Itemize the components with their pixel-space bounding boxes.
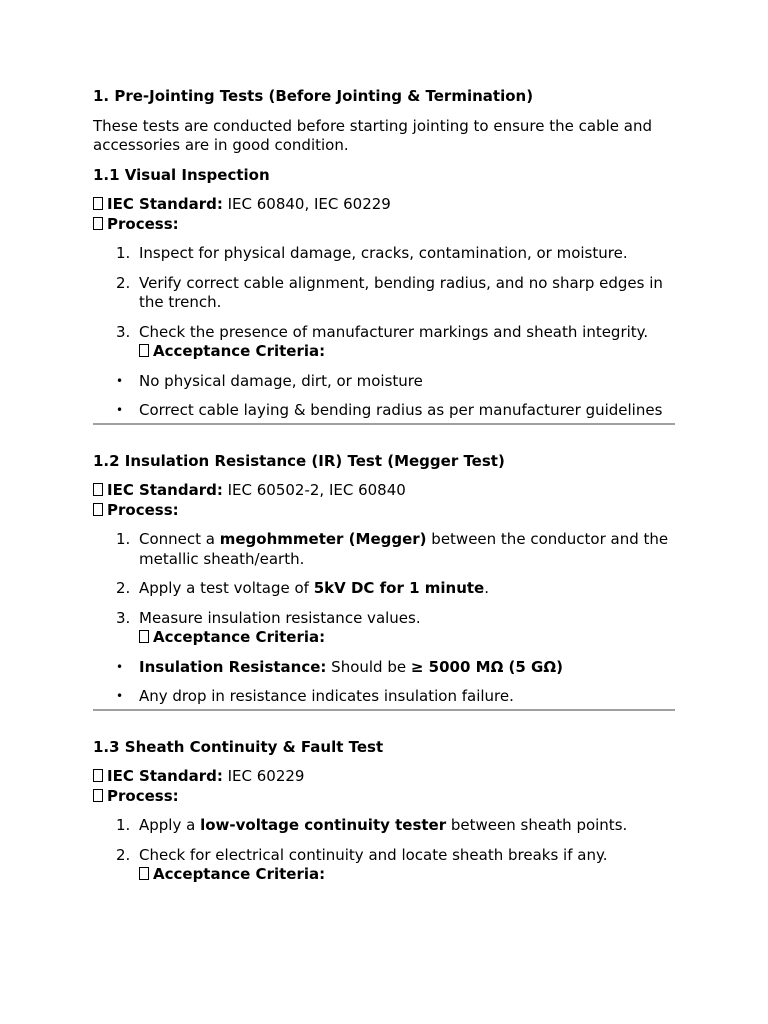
missing-glyph-icon — [93, 197, 103, 210]
criteria-text: No physical damage, dirt, or moisture — [139, 371, 423, 390]
missing-glyph-icon — [139, 344, 149, 357]
bullet-icon: • — [116, 373, 124, 388]
criteria-item — [93, 372, 683, 392]
process-step — [93, 274, 683, 313]
iec-standard-line — [93, 481, 683, 501]
missing-glyph-icon — [139, 867, 149, 880]
process-step — [93, 530, 683, 569]
missing-glyph-icon — [93, 483, 103, 496]
process-step — [93, 323, 683, 362]
acceptance-criteria-label: Acceptance Criteria: — [153, 865, 326, 883]
process-steps — [93, 816, 683, 885]
process-label: Process: — [107, 500, 179, 519]
step-text: Inspect for physical damage, cracks, contamination, or moisture. — [139, 244, 628, 262]
iec-standard-label: IEC Standard: — [107, 195, 223, 213]
bullet-icon: • — [116, 403, 124, 417]
criteria-item — [93, 658, 683, 678]
criteria-list — [93, 372, 683, 421]
step-text-pre: Apply a — [139, 816, 201, 834]
iec-standard-value: IEC 60840, IEC 60229 — [222, 195, 391, 213]
acceptance-criteria-label: Acceptance Criteria: — [153, 628, 326, 646]
iec-standard-line — [93, 195, 683, 215]
criteria-item — [93, 687, 683, 707]
acceptance-criteria-line — [139, 342, 683, 362]
iec-standard-line — [93, 767, 683, 787]
missing-glyph-icon — [93, 769, 103, 782]
step-text: Verify correct cable alignment, bending radius, and no sharp edges in the trench. — [139, 273, 663, 311]
acceptance-criteria-label: Acceptance Criteria: — [153, 342, 326, 360]
step-number: 3. — [116, 608, 131, 627]
process-label: Process: — [107, 214, 179, 233]
acceptance-criteria-line — [139, 628, 683, 648]
iec-standard-label: IEC Standard: — [107, 767, 223, 785]
criteria-label: Insulation Resistance: — [139, 657, 327, 676]
missing-glyph-icon — [93, 789, 103, 802]
step-number: 2. — [116, 845, 131, 864]
process-label: Process: — [107, 786, 179, 805]
iec-standard-value: IEC 60502-2, IEC 60840 — [222, 481, 406, 499]
criteria-text: Correct cable laying & bending radius as per manufacturer guidelines — [139, 401, 663, 419]
section-1-2-heading: 1.2 Insulation Resistance (IR) Test (Megger Test) — [93, 451, 505, 470]
process-step — [93, 609, 683, 648]
step-text-post: between the conductor and the metallic sheath/earth. — [139, 530, 669, 568]
missing-glyph-icon — [93, 503, 103, 516]
step-number: 1. — [116, 816, 131, 834]
step-text: Measure insulation resistance values. — [139, 608, 421, 627]
step-text-bold: megohmmeter (Megger) — [219, 530, 427, 548]
missing-glyph-icon — [139, 630, 149, 643]
step-number: 1. — [116, 530, 131, 548]
step-text-post: between sheath points. — [446, 816, 628, 834]
process-steps — [93, 530, 683, 648]
step-text-pre: Connect a — [139, 530, 220, 548]
process-step — [93, 816, 683, 836]
step-number: 2. — [116, 579, 131, 597]
process-step — [93, 846, 683, 885]
process-line — [93, 787, 683, 807]
step-text-pre: Apply a test voltage of — [139, 579, 314, 597]
criteria-value: ≥ 5000 MΩ (5 GΩ) — [410, 657, 563, 676]
criteria-text: Should be — [326, 657, 411, 676]
criteria-item — [93, 401, 683, 421]
step-number: 3. — [116, 322, 131, 341]
process-step — [93, 579, 683, 599]
missing-glyph-icon — [93, 217, 103, 230]
step-text: Check for electrical continuity and locate sheath breaks if any. — [139, 845, 608, 864]
step-text-bold: 5kV DC for 1 minute — [313, 579, 485, 597]
iec-standard-value: IEC 60229 — [222, 767, 305, 785]
step-number: 1. — [116, 244, 131, 262]
acceptance-criteria-line — [139, 865, 683, 885]
bullet-icon: • — [116, 689, 124, 703]
section-1-heading: 1. Pre-Jointing Tests (Before Jointing & Termination) — [93, 87, 534, 105]
criteria-list — [93, 658, 683, 707]
section-1-intro: These tests are conducted before starting jointing to ensure the cable and accessories are in good condition. — [93, 116, 652, 154]
iec-standard-label: IEC Standard: — [107, 481, 223, 499]
criteria-text: Any drop in resistance indicates insulation failure. — [139, 687, 514, 705]
process-step — [93, 244, 683, 264]
bullet-icon: • — [116, 659, 124, 674]
process-line — [93, 215, 683, 235]
step-text-post: . — [484, 579, 489, 597]
section-1-3-heading: 1.3 Sheath Continuity & Fault Test — [93, 737, 384, 756]
step-text-bold: low-voltage continuity tester — [200, 816, 447, 834]
section-1-1-heading: 1.1 Visual Inspection — [93, 165, 270, 184]
process-steps — [93, 244, 683, 362]
step-number: 2. — [116, 273, 131, 292]
step-text: Check the presence of manufacturer markings and sheath integrity. — [139, 322, 649, 341]
document-content — [93, 87, 683, 895]
process-line — [93, 501, 683, 521]
